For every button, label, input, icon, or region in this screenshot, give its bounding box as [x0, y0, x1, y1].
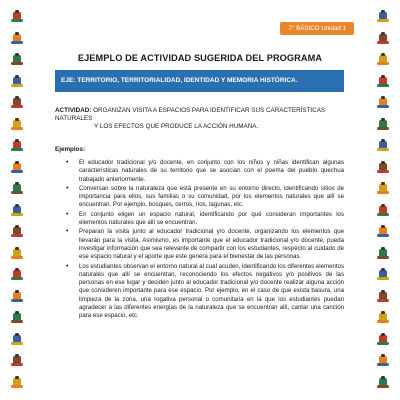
condor-icon	[10, 225, 24, 239]
bird-icon	[10, 333, 24, 347]
fox-icon	[10, 290, 24, 304]
left-decorative-border	[6, 10, 28, 400]
figure-icon	[10, 118, 24, 132]
totem-icon	[10, 311, 24, 325]
condor-icon	[10, 354, 24, 368]
bird-icon	[10, 204, 24, 218]
bird-icon	[376, 10, 390, 24]
examples-list	[66, 159, 344, 322]
condor-icon	[10, 96, 24, 110]
bird-icon	[10, 75, 24, 89]
totem-icon	[376, 376, 390, 390]
llama-icon	[10, 268, 24, 282]
list-item: • Conversan sobre la naturaleza que está presente en su entorno directo, identificando sitios de importancia para ellos, sus familias o su comunidad, por los elementos naturales que allí se encuentran. Por ejemplo, bosques, cerros, ríos, lagunas, etc.	[66, 185, 344, 210]
grade-badge: 7° BÁSICO Unidad 1	[280, 22, 354, 35]
figure-icon	[10, 247, 24, 261]
axis-banner: EJE: TERRITORIO, TERRITORIALIDAD, IDENTIDAD Y MEMORIA HISTÓRICA.	[55, 70, 344, 92]
condor-icon	[376, 32, 390, 46]
activity-block	[55, 107, 345, 132]
llama-icon	[376, 333, 390, 347]
bird-icon	[376, 139, 390, 153]
totem-icon	[376, 118, 390, 132]
page-title: EJEMPLO DE ACTIVIDAD SUGERIDA DEL PROGRAMA	[77, 53, 323, 63]
llama-icon	[376, 75, 390, 89]
totem-icon	[376, 247, 390, 261]
llama-icon	[10, 10, 24, 24]
list-item: • El educador tradicional y/o docente, en conjunto con los niños y niñas identifican algunas características naturales de su territorio que se asocian con el poema del pueblo quechua trabajado anteriormente.	[66, 159, 344, 184]
fox-icon	[376, 96, 390, 110]
condor-icon	[376, 161, 390, 175]
fox-icon	[376, 225, 390, 239]
activity-line-1: ORGANIZAN VISITA A ESPACIOS PARA IDENTIFICAR SUS CARACTERÍSTICAS NATURALES	[55, 107, 326, 123]
figure-icon	[376, 311, 390, 325]
llama-icon	[376, 204, 390, 218]
condor-icon	[376, 290, 390, 304]
fox-icon	[376, 354, 390, 368]
bird-icon	[376, 268, 390, 282]
figure-icon	[376, 182, 390, 196]
list-item: • Los estudiantes observan el entorno natural al cual acuden, identificando los diferentes elementos naturales que allí se encuentran, reconociendo los efectos negativos y/o positivos de las personas en ese lugar y deciden junto al educador tradicional y/o docente realizar alguna acción que consideren importante para ese espacio. Por ejemplo, en el caso de que exista basura, una limpieza de la zona, una rogativa personal o comunitaria en la que los estudiantes puedan agradecer a las diferentes energías de la naturaleza que se encuentran allí, cantar una canción para ese espacio, etc.	[66, 263, 344, 321]
fox-icon	[10, 32, 24, 46]
right-decorative-border	[372, 10, 394, 400]
fox-icon	[10, 161, 24, 175]
activity-line-2: Y LOS EFECTOS QUE PRODUCE LA ACCIÓN HUMANA.	[94, 123, 259, 131]
totem-icon	[10, 182, 24, 196]
list-item: • En conjunto eligen un espacio natural, identificando por qué consideran importantes los elementos naturales que allí se encuentran.	[66, 211, 344, 228]
llama-icon	[10, 139, 24, 153]
list-item: • Preparan la visita junto al educador tradicional y/o docente, organizando los elementos que llevarán para la visita. Asimismo, es importante que el educador tradicional y/o docente, pueda investigar información que sea relevante de compartir con los estudiantes, respecto al cuidado de ese espacio natural y el aporte que este genera para el bienestar de las personas.	[66, 228, 344, 261]
activity-label: ACTIVIDAD:	[55, 107, 92, 114]
figure-icon	[10, 376, 24, 390]
examples-heading: Ejemplos:	[55, 146, 86, 153]
